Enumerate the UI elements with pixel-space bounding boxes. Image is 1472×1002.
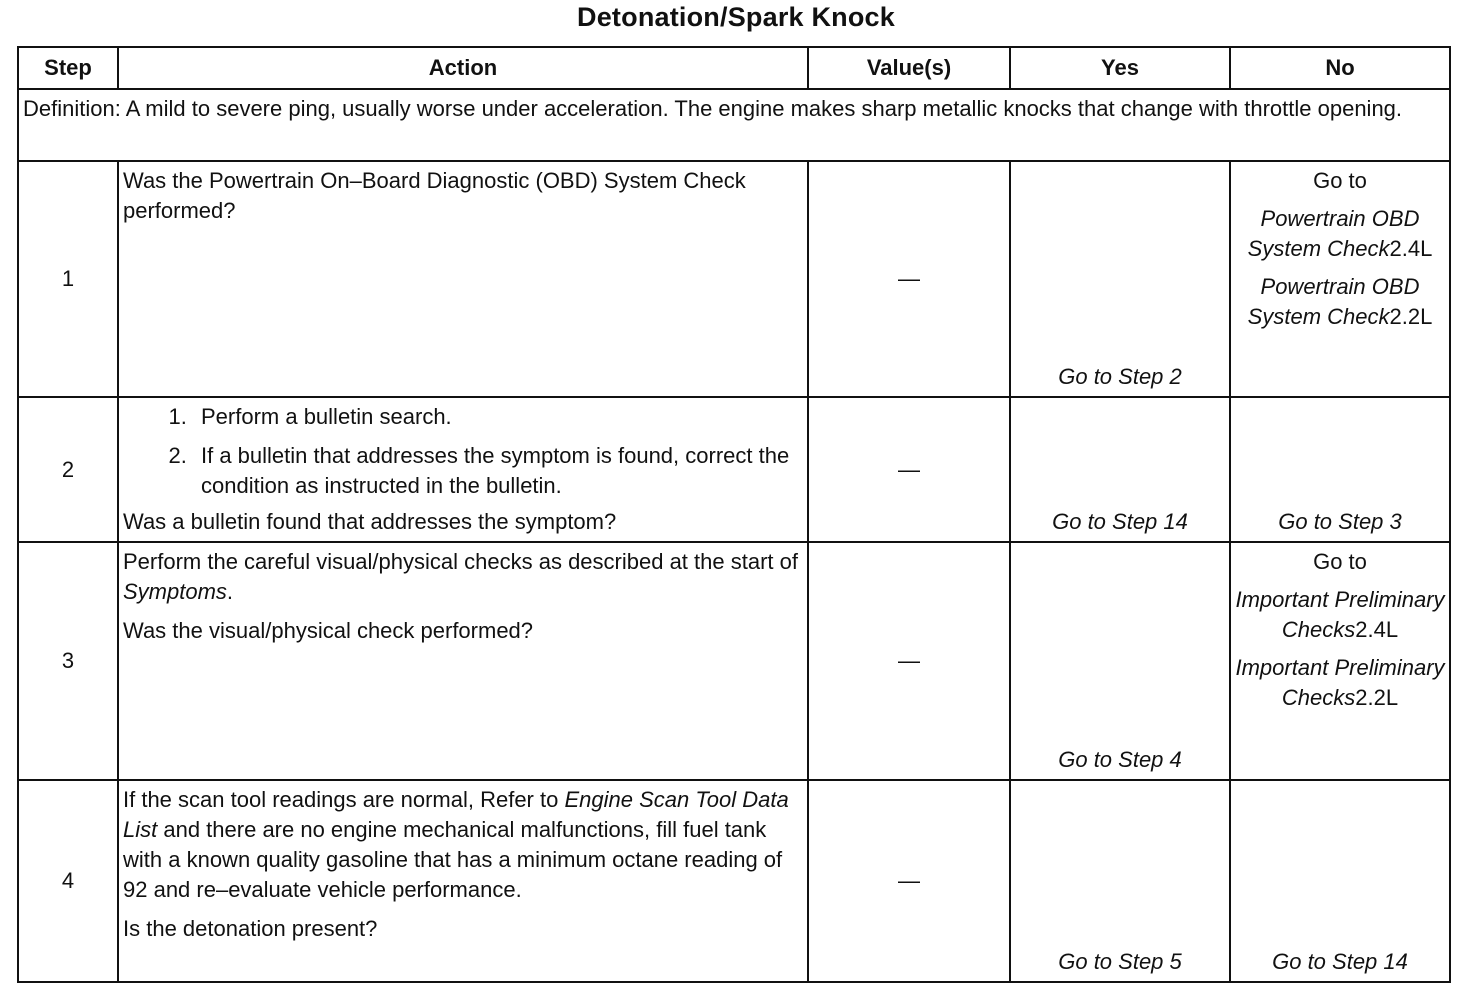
no-goto-label: Go to bbox=[1313, 168, 1367, 193]
table-header-row bbox=[18, 47, 1450, 89]
action-question: Was the Powertrain On–Board Diagnostic (OBD) System Check performed? bbox=[123, 168, 746, 223]
diagnostic-table bbox=[17, 46, 1451, 983]
definition-row bbox=[18, 89, 1450, 161]
value-cell: — bbox=[808, 780, 1010, 982]
no-link[interactable]: Go to Step 3 bbox=[1230, 397, 1450, 542]
yes-link[interactable]: Go to Step 14 bbox=[1010, 397, 1230, 542]
no-cell bbox=[1230, 542, 1450, 780]
list-item: 2. If a bulletin that addresses the symptom is found, correct the condition as instructed in the bulletin. bbox=[193, 441, 801, 501]
definition-text: Definition: A mild to severe ping, usually worse under acceleration. The engine makes sharp metallic knocks that change with throttle opening. bbox=[18, 89, 1450, 161]
column-header-step: Step bbox=[18, 47, 118, 89]
engine-label: 2.4L bbox=[1389, 236, 1433, 261]
action-question: Was a bulletin found that addresses the symptom? bbox=[123, 509, 617, 534]
action-steps-list bbox=[123, 402, 801, 501]
action-instruction bbox=[123, 547, 801, 607]
no-link[interactable]: Go to Step 14 bbox=[1230, 780, 1450, 982]
action-text: If the scan tool readings are normal, Refer to bbox=[123, 787, 565, 812]
column-header-values: Value(s) bbox=[808, 47, 1010, 89]
engine-label: 2.2L bbox=[1389, 304, 1433, 329]
no-reference-link[interactable] bbox=[1235, 204, 1445, 264]
scan-tool-data-list-link[interactable]: Engine Scan Tool Data List bbox=[123, 787, 789, 842]
engine-label: 2.4L bbox=[1355, 617, 1399, 642]
page-title: Detonation/Spark Knock bbox=[577, 2, 895, 32]
action-text: . bbox=[226, 579, 234, 604]
column-header-no: No bbox=[1230, 47, 1450, 89]
action-instruction bbox=[123, 785, 801, 905]
step-number: 4 bbox=[18, 780, 118, 982]
step-number: 2 bbox=[18, 397, 118, 542]
step-number: 3 bbox=[18, 542, 118, 780]
action-text: Perform the careful visual/physical checks as described at the start of bbox=[123, 549, 798, 574]
table-row bbox=[18, 542, 1450, 780]
reference-name: Important Preliminary Checks bbox=[1235, 587, 1445, 642]
no-cell bbox=[1230, 161, 1450, 397]
no-goto-label: Go to bbox=[1313, 549, 1367, 574]
no-reference-link[interactable] bbox=[1235, 585, 1445, 645]
symptoms-reference-link[interactable]: Symptoms bbox=[123, 579, 227, 604]
action-question: Is the detonation present? bbox=[123, 916, 378, 941]
action-question: Was the visual/physical check performed? bbox=[123, 618, 534, 643]
reference-name: Important Preliminary Checks bbox=[1235, 655, 1445, 710]
value-cell: — bbox=[808, 542, 1010, 780]
yes-link[interactable]: Go to Step 2 bbox=[1010, 161, 1230, 397]
reference-name: Powertrain OBD System Check bbox=[1247, 206, 1420, 261]
table-row bbox=[18, 780, 1450, 982]
step-number: 1 bbox=[18, 161, 118, 397]
column-header-yes: Yes bbox=[1010, 47, 1230, 89]
engine-label: 2.2L bbox=[1355, 685, 1399, 710]
action-cell bbox=[118, 542, 808, 780]
table-row bbox=[18, 397, 1450, 542]
list-item: 1. Perform a bulletin search. bbox=[193, 402, 801, 432]
action-text: and there are no engine mechanical malfunctions, fill fuel tank with a known quality gasoline that has a minimum octane reading of 92 and re–evaluate vehicle performance. bbox=[123, 817, 783, 902]
yes-link[interactable]: Go to Step 4 bbox=[1010, 542, 1230, 780]
action-cell bbox=[118, 161, 808, 397]
value-cell: — bbox=[808, 161, 1010, 397]
action-cell bbox=[118, 780, 808, 982]
yes-link[interactable]: Go to Step 5 bbox=[1010, 780, 1230, 982]
column-header-action: Action bbox=[118, 47, 808, 89]
value-cell: — bbox=[808, 397, 1010, 542]
action-cell bbox=[118, 397, 808, 542]
table-row bbox=[18, 161, 1450, 397]
no-reference-link[interactable] bbox=[1235, 272, 1445, 332]
reference-name: Powertrain OBD System Check bbox=[1247, 274, 1420, 329]
no-reference-link[interactable] bbox=[1235, 653, 1445, 713]
